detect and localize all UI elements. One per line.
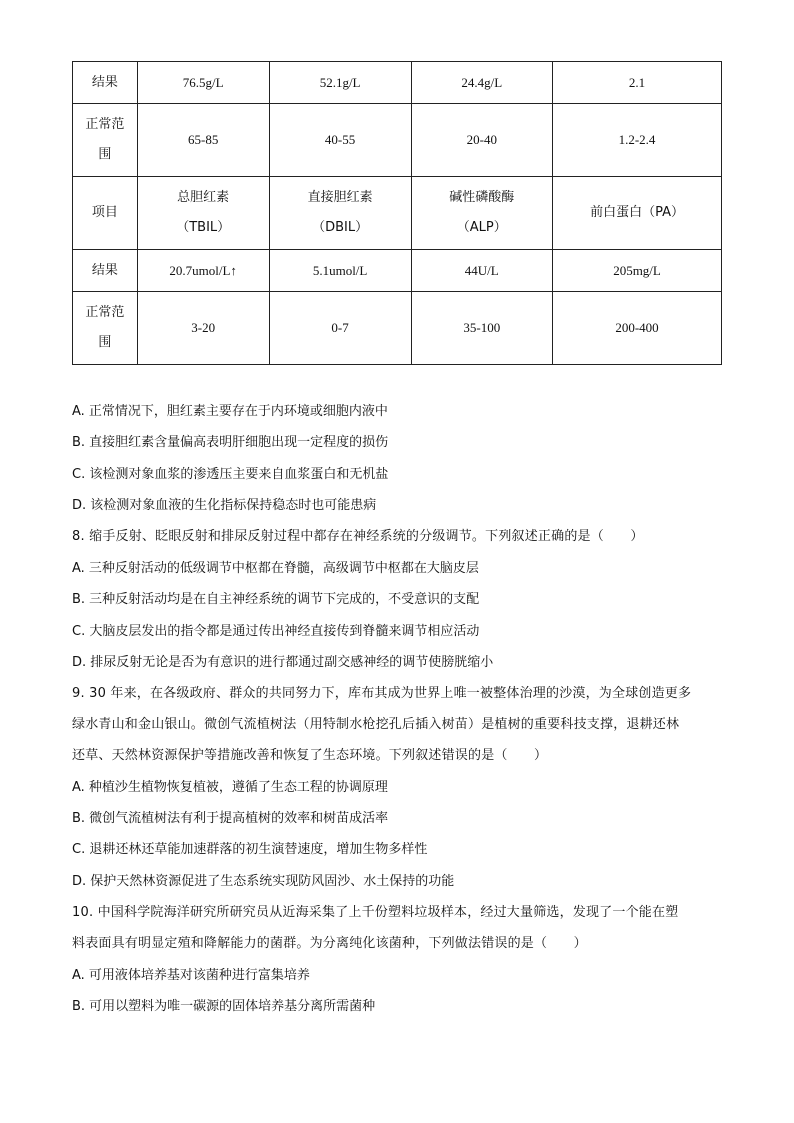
row-label: 结果: [73, 62, 138, 104]
table-cell: 65-85: [137, 104, 269, 177]
option-line: A. 正常情况下，胆红素主要存在于内环境或细胞内液中: [72, 404, 388, 419]
question-line: 还草、天然林资源保护等措施改善和恢复了生态环境。下列叙述错误的是（ ）: [72, 748, 548, 763]
row-label: 项目: [73, 177, 138, 250]
table-cell: [269, 177, 411, 250]
option-line: B. 微创气流植树法有利于提高植树的效率和树苗成活率: [72, 811, 389, 826]
table-cell: [137, 177, 269, 250]
question-line: 10. 中国科学院海洋研究所研究员从近海采集了上千份塑料垃圾样本，经过大量筛选，发现了一个能在塑: [72, 905, 679, 920]
row-label-line: 围: [98, 335, 112, 350]
option-line: C. 该检测对象血浆的渗透压主要来自血浆蛋白和无机盐: [72, 467, 389, 482]
table-cell: 52.1g/L: [269, 62, 411, 104]
table-cell: 35-100: [411, 292, 553, 365]
cell-line: （TBIL）: [176, 220, 231, 235]
option-line: C. 大脑皮层发出的指令都是通过传出神经直接传到脊髓来调节相应活动: [72, 624, 480, 639]
question-line: 料表面具有明显定殖和降解能力的菌群。为分离纯化该菌种，下列做法错误的是（ ）: [72, 936, 587, 951]
option-line: B. 可用以塑料为唯一碳源的固体培养基分离所需菌种: [72, 999, 376, 1014]
option-line: B. 三种反射活动均是在自主神经系统的调节下完成的，不受意识的支配: [72, 592, 480, 607]
table-row: [73, 250, 722, 292]
table-cell: 40-55: [269, 104, 411, 177]
row-label: [73, 292, 138, 365]
cell-line: （ALP）: [456, 220, 507, 235]
table-cell: 5.1umol/L: [269, 250, 411, 292]
table-cell: [411, 177, 553, 250]
table-cell: 205mg/L: [553, 250, 722, 292]
table-cell: 3-20: [137, 292, 269, 365]
question-line: 8. 缩手反射、眨眼反射和排尿反射过程中都存在神经系统的分级调节。下列叙述正确的是（ ）: [72, 529, 644, 544]
table-cell: 76.5g/L: [137, 62, 269, 104]
row-label-line: 正常范: [85, 117, 125, 132]
option-line: D. 排尿反射无论是否为有意识的进行都通过副交感神经的调节使膀胱缩小: [72, 655, 494, 670]
option-line: A. 可用液体培养基对该菌种进行富集培养: [72, 968, 310, 983]
table-cell: 200-400: [553, 292, 722, 365]
option-line: A. 三种反射活动的低级调节中枢都在脊髓，高级调节中枢都在大脑皮层: [72, 561, 479, 576]
cell-line: 碱性磷酸酶: [449, 190, 515, 205]
table-cell: 44U/L: [411, 250, 553, 292]
option-line: A. 种植沙生植物恢复植被，遵循了生态工程的协调原理: [72, 780, 388, 795]
row-label-line: 围: [98, 147, 112, 162]
table-cell: 1.2-2.4: [553, 104, 722, 177]
table-cell: 20-40: [411, 104, 553, 177]
cell-line: 直接胆红素: [307, 190, 373, 205]
table-row: [73, 177, 722, 250]
option-line: B. 直接胆红素含量偏高表明肝细胞出现一定程度的损伤: [72, 435, 389, 450]
option-line: D. 该检测对象血液的生化指标保持稳态时也可能患病: [72, 498, 377, 513]
table-cell: 前白蛋白（PA）: [553, 177, 722, 250]
table-row: [73, 62, 722, 104]
table-cell: 20.7umol/L↑: [137, 250, 269, 292]
row-label: 结果: [73, 250, 138, 292]
table-row: [73, 292, 722, 365]
row-label: [73, 104, 138, 177]
question-line: 绿水青山和金山银山。微创气流植树法（用特制水枪挖孔后插入树苗）是植树的重要科技支撑，退耕还林: [72, 717, 680, 732]
table-cell: 0-7: [269, 292, 411, 365]
table-row: [73, 104, 722, 177]
row-label-line: 正常范: [85, 305, 125, 320]
table-cell: 2.1: [553, 62, 722, 104]
cell-line: 总胆红素: [177, 190, 230, 205]
lab-results-table: [72, 61, 722, 365]
option-line: C. 退耕还林还草能加速群落的初生演替速度，增加生物多样性: [72, 842, 428, 857]
table-cell: 24.4g/L: [411, 62, 553, 104]
cell-line: （DBIL）: [312, 220, 369, 235]
option-line: D. 保护天然林资源促进了生态系统实现防风固沙、水土保持的功能: [72, 874, 455, 889]
question-line: 9. 30 年来，在各级政府、群众的共同努力下，库布其成为世界上唯一被整体治理的沙漠，为全球创造更多: [72, 686, 692, 701]
